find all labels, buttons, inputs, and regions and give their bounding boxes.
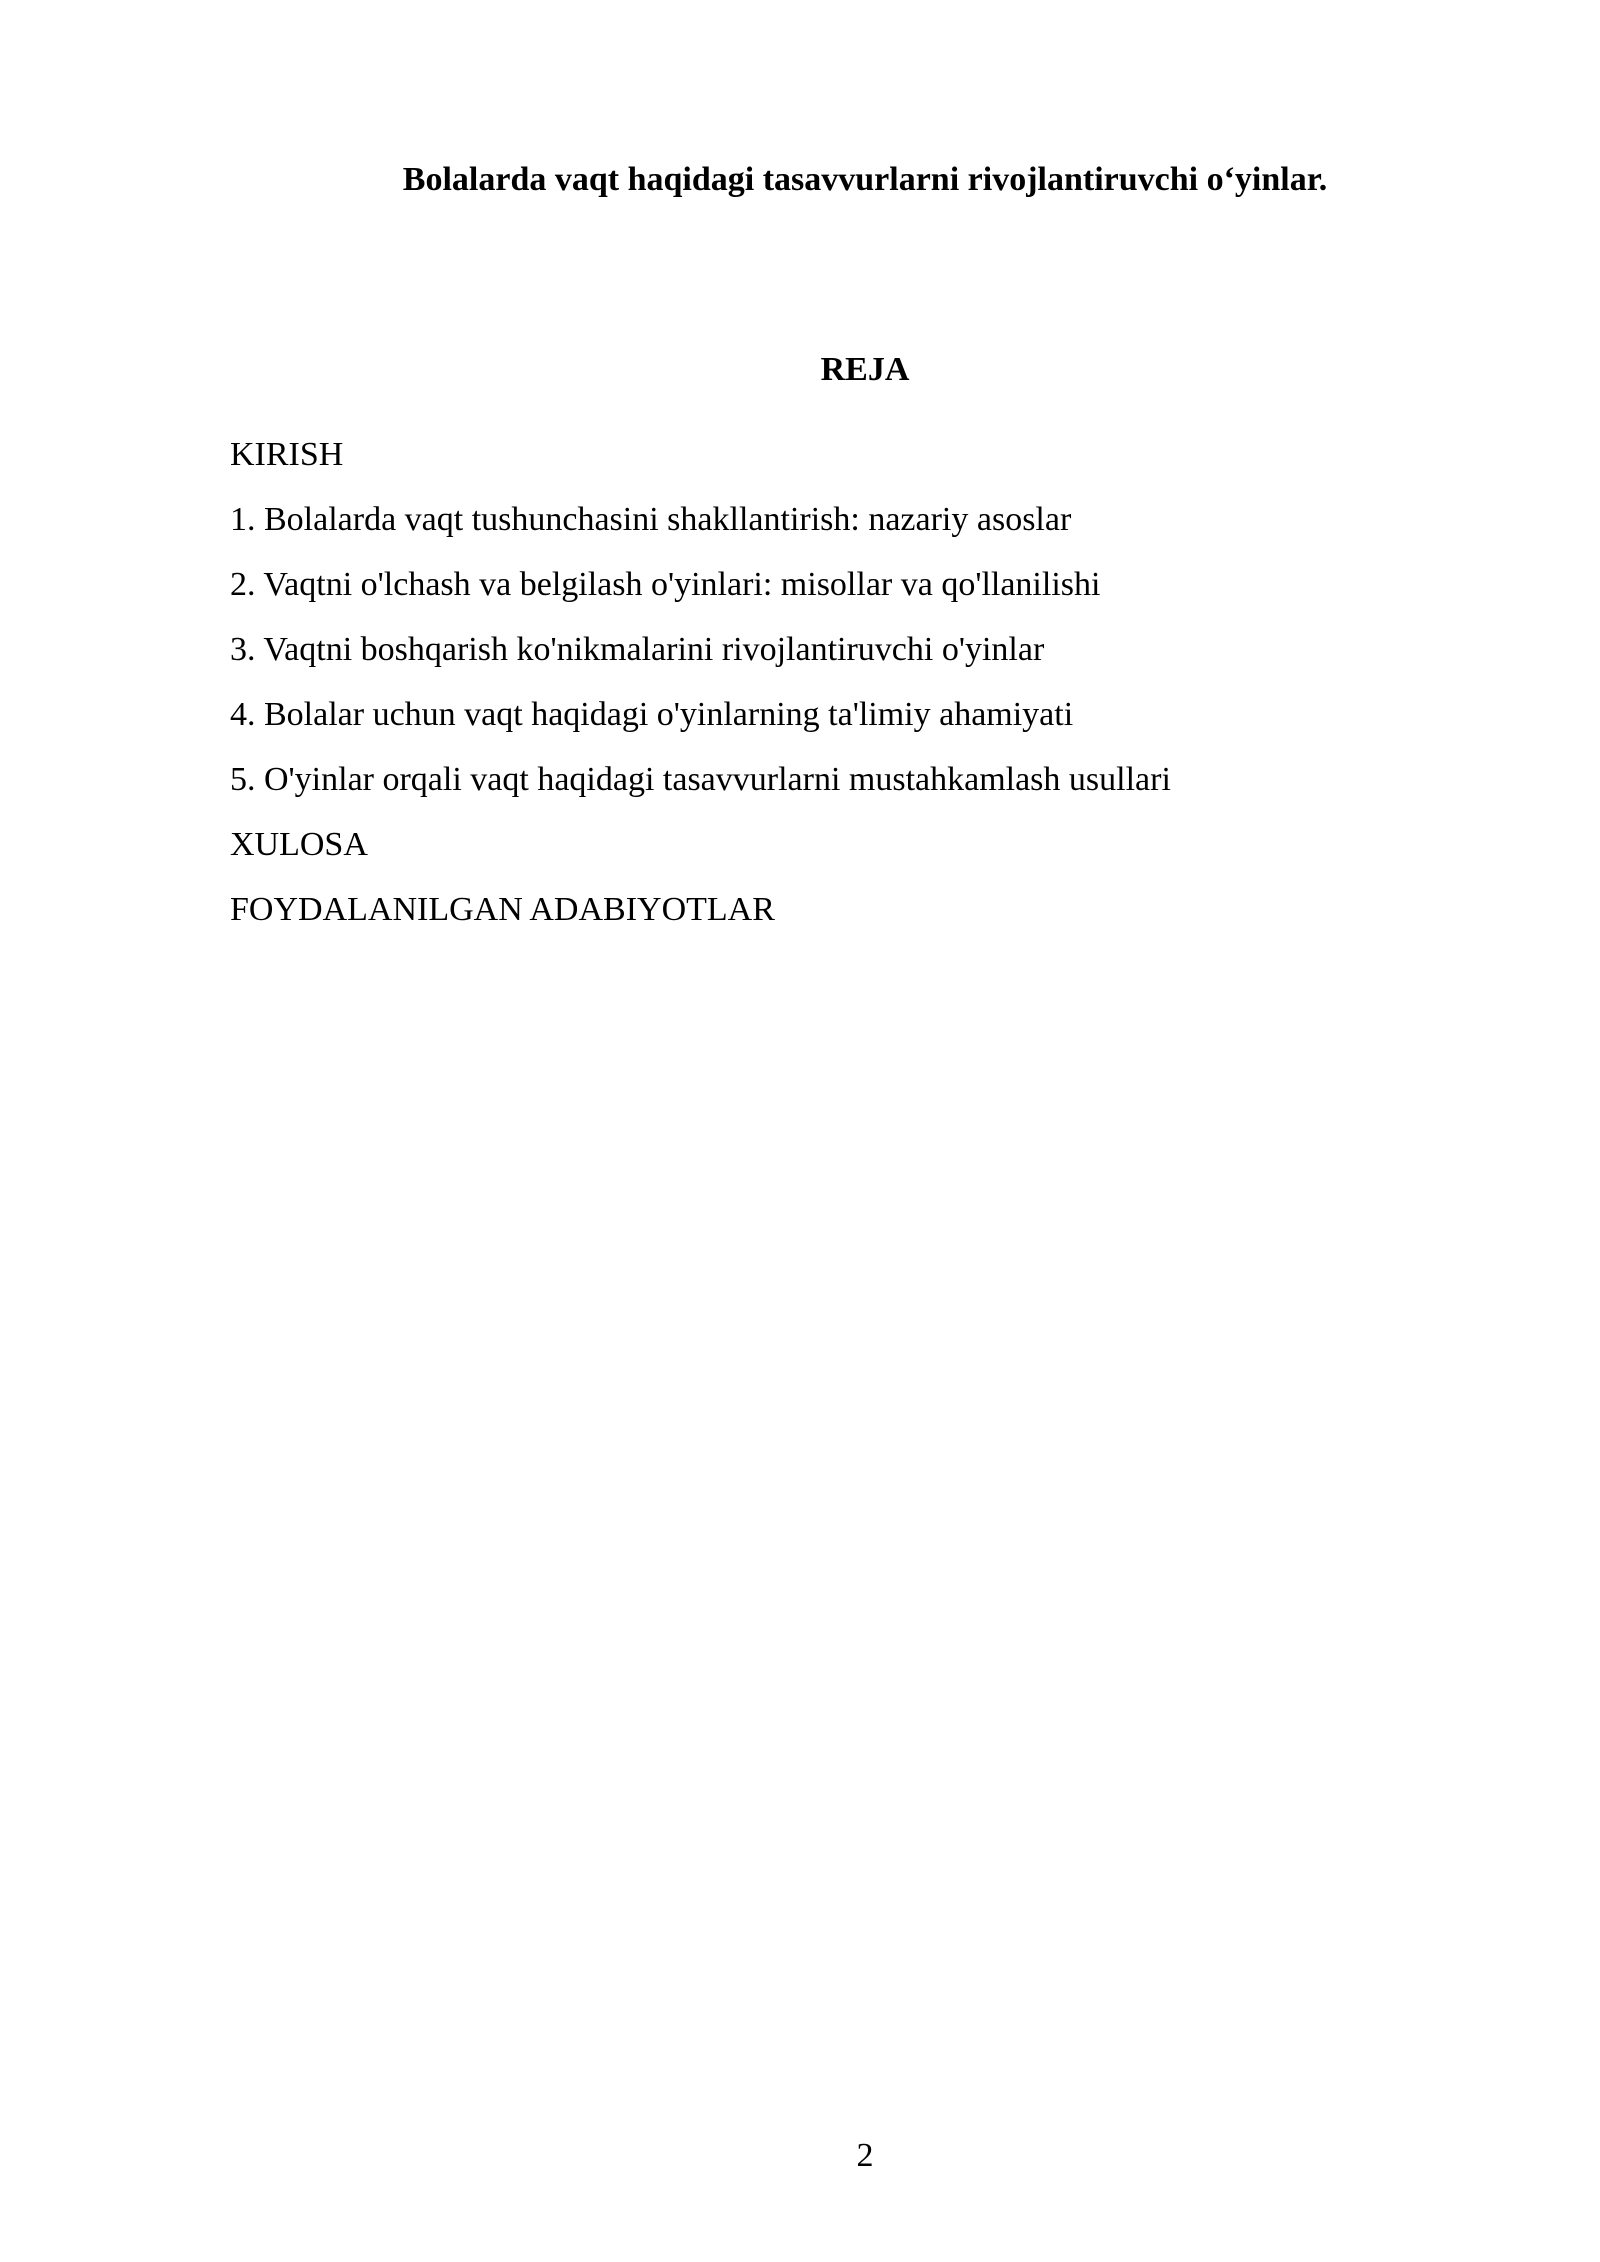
page-number: 2 — [856, 2137, 874, 2174]
plan-item-conclusion: XULOSA — [230, 826, 368, 863]
plan-item-4: 4. Bolalar uchun vaqt haqidagi o'yinlarning ta'limiy ahamiyati — [230, 696, 1074, 733]
plan-item-1: 1. Bolalarda vaqt tushunchasini shakllantirish: nazariy asoslar — [230, 501, 1072, 538]
plan-item-3: 3. Vaqtni boshqarish ko'nikmalarini rivojlantiruvchi o'yinlar — [230, 631, 1045, 668]
document-title: Bolalarda vaqt haqidagi tasavvurlarni rivojlantiruvchi o‘yinlar. — [402, 161, 1328, 198]
plan-heading: REJA — [820, 351, 910, 388]
plan-list — [230, 422, 1171, 942]
plan-item-5: 5. O'yinlar orqali vaqt haqidagi tasavvurlarni mustahkamlash usullari — [230, 761, 1171, 798]
plan-item-references: FOYDALANILGAN ADABIYOTLAR — [230, 891, 775, 928]
plan-item-2: 2. Vaqtni o'lchash va belgilash o'yinlari: misollar va qo'llanilishi — [230, 566, 1101, 603]
plan-item-introduction: KIRISH — [230, 436, 344, 473]
